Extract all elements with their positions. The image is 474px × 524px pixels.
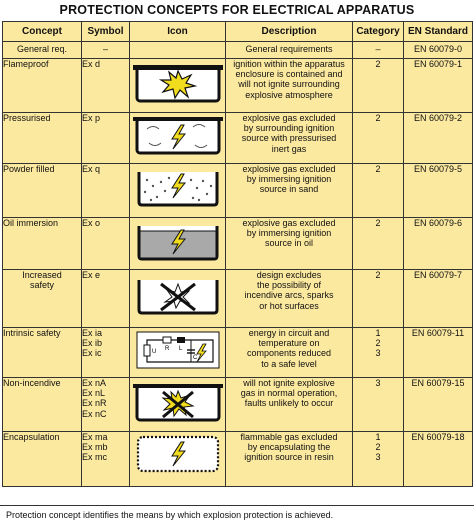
standard-cell (404, 218, 473, 270)
standard-cell (404, 113, 473, 164)
standard-text: EN 60079-7 (413, 270, 463, 280)
intrinsic-safety-circuit-icon (133, 328, 223, 372)
symbol-cell (82, 113, 130, 164)
table-row (3, 164, 473, 218)
concept-cell (3, 328, 82, 378)
standard-text: EN 60079-1 (413, 59, 463, 69)
description-text: or hot surfaces (259, 300, 319, 311)
header-category: Category (353, 22, 404, 42)
category-cell (353, 432, 404, 487)
description-text: energy in circuit and (248, 328, 330, 338)
standard-text: EN 60079-11 (411, 328, 465, 338)
description-text: flammable gas excluded (240, 432, 338, 442)
symbol-text: – (102, 44, 108, 54)
description-text: enclosure is contained and (235, 69, 343, 80)
icon-cell (130, 113, 226, 164)
description-text: to a safe level (261, 358, 317, 369)
description-text: explosive gas excluded (242, 113, 336, 123)
concept-text: Encapsulation (3, 432, 60, 442)
symbol-text: Ex nC (82, 408, 107, 419)
concept-cell (3, 270, 82, 328)
category-cell (353, 42, 404, 59)
category-cell (353, 164, 404, 218)
description-text: explosive atmosphere (245, 89, 333, 100)
symbol-text: Ex p (82, 113, 101, 123)
symbol-text: Ex mc (82, 452, 108, 463)
pressurised-enclosure-icon (133, 113, 223, 157)
table-row (3, 270, 473, 328)
icon-cell (130, 432, 226, 487)
circuit-label-u: U (151, 349, 156, 355)
icon-cell (130, 378, 226, 432)
description-text: by surrounding ignition (243, 123, 335, 134)
circuit-label-l: L (178, 346, 182, 352)
symbol-text: Ex d (82, 59, 101, 69)
description-text: by encapsulating the (247, 442, 331, 453)
standard-text: EN 60079-15 (411, 378, 465, 388)
encapsulation-icon (133, 432, 223, 476)
concept-cell (3, 113, 82, 164)
description-text: explosive gas excluded (242, 218, 336, 228)
standard-cell (404, 328, 473, 378)
icon-cell (130, 42, 226, 59)
symbol-text: Ex nL (82, 388, 106, 399)
standard-cell (404, 59, 473, 113)
icon-cell (130, 164, 226, 218)
category-text: 3 (375, 378, 381, 388)
standard-text: EN 60079-5 (413, 164, 463, 174)
table-row (3, 378, 473, 432)
category-text: 2 (375, 59, 381, 69)
standard-cell (404, 378, 473, 432)
standard-text: EN 60079-18 (411, 432, 465, 442)
symbol-text: Ex ia (82, 328, 103, 338)
category-text: 2 (375, 338, 381, 349)
description-text: source with pressurised (241, 133, 337, 144)
header-description: Description (226, 22, 353, 42)
footnote: Protection concept identifies the means by which explosion protection is achieved. (0, 505, 474, 523)
symbol-text: Ex mb (82, 442, 108, 453)
table-row (3, 42, 473, 59)
description-text: explosive gas excluded (242, 164, 336, 174)
category-cell (353, 113, 404, 164)
symbol-cell (82, 218, 130, 270)
symbol-text: Ex o (82, 218, 101, 228)
icon-cell (130, 328, 226, 378)
description-text: ignition within the apparatus (233, 59, 345, 69)
non-incendive-icon (133, 378, 223, 424)
category-cell (353, 59, 404, 113)
description-text: faults unlikely to occur (244, 398, 334, 409)
description-cell (226, 59, 353, 113)
table-row (3, 113, 473, 164)
header-icon: Icon (130, 22, 226, 42)
description-cell (226, 378, 353, 432)
description-cell (226, 328, 353, 378)
category-text: 2 (375, 270, 381, 280)
symbol-cell (82, 378, 130, 432)
protection-concepts-table (2, 21, 473, 487)
category-text: 2 (375, 113, 381, 123)
table-row (3, 59, 473, 113)
description-text: inert gas (271, 143, 307, 154)
table-row (3, 328, 473, 378)
symbol-text: Ex ib (82, 338, 103, 349)
symbol-text: Ex nA (82, 378, 107, 388)
description-text: design excludes (256, 270, 322, 280)
category-text: 2 (375, 442, 381, 453)
symbol-text: Ex ic (82, 348, 102, 359)
description-cell (226, 432, 353, 487)
standard-cell (404, 432, 473, 487)
icon-cell (130, 270, 226, 328)
category-text: 3 (375, 348, 381, 359)
description-text: gas in normal operation, (240, 388, 338, 399)
header-standard: EN Standard (404, 22, 473, 42)
symbol-cell (82, 59, 130, 113)
page-title: PROTECTION CONCEPTS FOR ELECTRICAL APPARATUS (59, 3, 415, 17)
description-cell (226, 218, 353, 270)
symbol-text: Ex nR (82, 398, 107, 409)
concept-text: Flameproof (3, 59, 49, 69)
symbol-cell (82, 432, 130, 487)
description-cell (226, 164, 353, 218)
concept-text: safety (29, 280, 54, 291)
description-text: source in oil (264, 238, 314, 249)
table-row (3, 218, 473, 270)
description-text: General requirements (245, 44, 333, 54)
header-symbol: Symbol (82, 22, 130, 42)
concept-cell (3, 218, 82, 270)
description-text: temperature on (258, 338, 320, 349)
category-text: 2 (375, 218, 381, 228)
category-cell (353, 218, 404, 270)
concept-cell (3, 378, 82, 432)
description-text: will not ignite surrounding (238, 79, 340, 90)
circuit-label-c: C (192, 355, 197, 361)
concept-cell (3, 42, 82, 59)
description-cell (226, 42, 353, 59)
symbol-text: Ex ma (82, 432, 108, 442)
category-text: 1 (375, 328, 381, 338)
increased-safety-icon (133, 270, 223, 318)
description-text: incendive arcs, sparks (244, 290, 334, 301)
description-text: source in sand (259, 184, 319, 195)
concept-cell (3, 164, 82, 218)
header-concept: Concept (3, 22, 82, 42)
description-text: components reduced (246, 348, 332, 359)
table-row (3, 432, 473, 487)
standard-text: EN 60079-2 (413, 113, 463, 123)
description-text: by immersing ignition (246, 174, 332, 185)
concept-text: Intrinsic safety (3, 328, 61, 338)
category-text: – (375, 44, 381, 54)
oil-immersion-icon (133, 218, 223, 262)
category-cell (353, 328, 404, 378)
symbol-cell (82, 42, 130, 59)
standard-text: EN 60079-6 (413, 218, 463, 228)
category-text: 1 (375, 432, 381, 442)
symbol-text: Ex q (82, 164, 101, 174)
description-text: the possibility of (256, 280, 322, 291)
symbol-cell (82, 270, 130, 328)
concept-text: Oil immersion (3, 218, 59, 228)
description-cell (226, 270, 353, 328)
symbol-cell (82, 164, 130, 218)
concept-text: Non-incendive (3, 378, 61, 388)
symbol-cell (82, 328, 130, 378)
standard-text: EN 60079-0 (413, 44, 463, 54)
icon-cell (130, 59, 226, 113)
category-text: 3 (375, 452, 381, 463)
concept-text: General req. (16, 44, 68, 54)
concept-text: Powder filled (3, 164, 55, 174)
table-header-row (3, 22, 473, 42)
concept-text: Pressurised (3, 113, 51, 123)
circuit-label-r: R (164, 346, 169, 352)
standard-cell (404, 164, 473, 218)
powder-filled-icon (133, 164, 223, 208)
description-cell (226, 113, 353, 164)
description-text: by immersing ignition (246, 228, 332, 239)
icon-cell (130, 218, 226, 270)
concept-cell (3, 59, 82, 113)
symbol-text: Ex e (82, 270, 101, 280)
standard-cell (404, 270, 473, 328)
concept-cell (3, 432, 82, 487)
category-cell (353, 378, 404, 432)
category-cell (353, 270, 404, 328)
concept-text: Increased (22, 270, 62, 280)
standard-cell (404, 42, 473, 59)
flameproof-explosion-icon (133, 59, 223, 105)
description-text: ignition source in resin (244, 452, 334, 463)
category-text: 2 (375, 164, 381, 174)
description-text: will not ignite explosive (243, 378, 335, 388)
